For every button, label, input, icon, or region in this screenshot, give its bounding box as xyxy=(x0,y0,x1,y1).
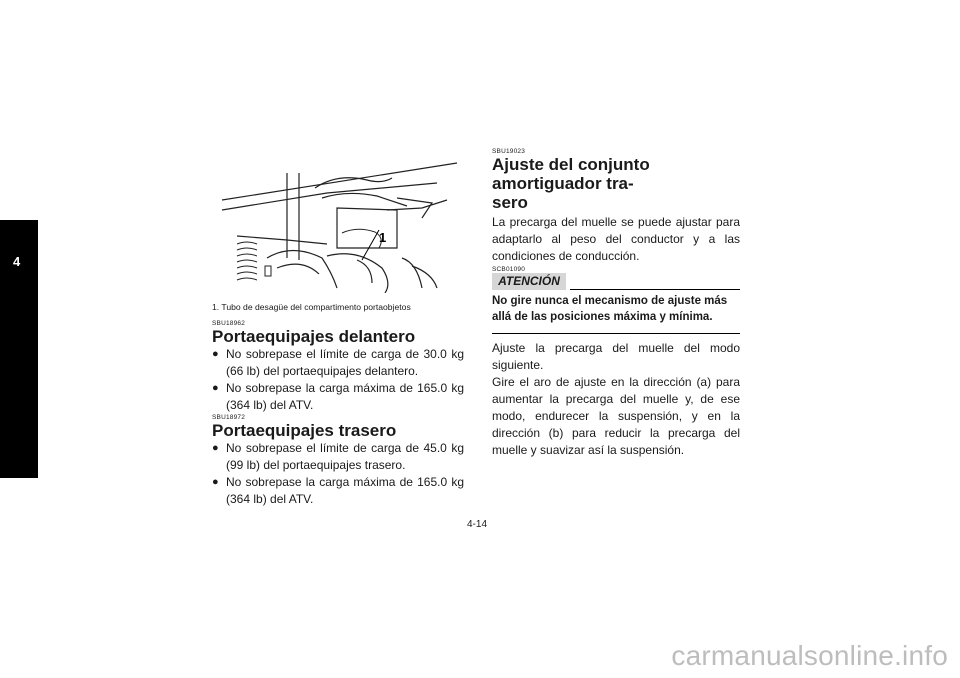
section-code: SBU19023 xyxy=(492,148,526,155)
section-title: Portaequipajes trasero xyxy=(212,421,397,440)
caution-header xyxy=(492,273,740,293)
caution-text: No gire nunca el mecanismo de ajuste más allá de las posiciones máxima y mínima. xyxy=(492,295,728,323)
figure-callout: 1 xyxy=(379,230,387,245)
section-title: Portaequipajes delantero xyxy=(212,327,416,346)
caution-end-rule xyxy=(492,333,740,334)
bullet-item: ● No sobrepase la carga máxima de 165.0 kg (364 lb) del ATV. xyxy=(212,380,464,414)
body-paragraph-2: Gire el aro de ajuste en la dirección (a) para aumentar la precarga del muelle y, de ese modo, endurecer la suspensión, y en la dirección (b) para reducir la precarga del muelle y suavizar así la suspensión. xyxy=(492,375,740,457)
bullet-item: ● No sobrepase el límite de carga de 30.0 kg (66 lb) del portaequipajes delantero. xyxy=(212,346,464,380)
chapter-number: 4 xyxy=(13,254,21,269)
bullet-item: ● No sobrepase la carga máxima de 165.0 kg (364 lb) del ATV. xyxy=(212,474,464,508)
figure-caption: 1. Tubo de desagüe del compartimento portaobjetos xyxy=(212,302,411,312)
section-rear-shock xyxy=(492,148,740,459)
caution-label: ATENCIÓN xyxy=(492,273,566,290)
section-code: SBU18962 xyxy=(212,320,246,327)
body-paragraph-1: Ajuste la precarga del muelle del modo siguiente. xyxy=(492,341,740,372)
section-title-line1: Ajuste del conjunto amortiguador tra- xyxy=(492,155,650,193)
caution-code: SCB01090 xyxy=(492,266,526,273)
rear-shock-illustration xyxy=(207,148,467,293)
section-rear-rack xyxy=(212,414,464,508)
section-front-rack xyxy=(212,320,464,414)
caution-rule xyxy=(570,289,740,290)
page-number: 4-14 xyxy=(467,519,488,530)
section-title-line2: sero xyxy=(492,193,528,212)
intro-paragraph: La precarga del muelle se puede ajustar para adaptarlo al peso del conductor y a las condiciones de conducción. xyxy=(492,215,740,263)
bullet-item: ● No sobrepase el límite de carga de 45.0 kg (99 lb) del portaequipajes trasero. xyxy=(212,440,464,474)
watermark: carmanualsonline.info xyxy=(671,640,948,671)
section-code: SBU18972 xyxy=(212,414,246,421)
